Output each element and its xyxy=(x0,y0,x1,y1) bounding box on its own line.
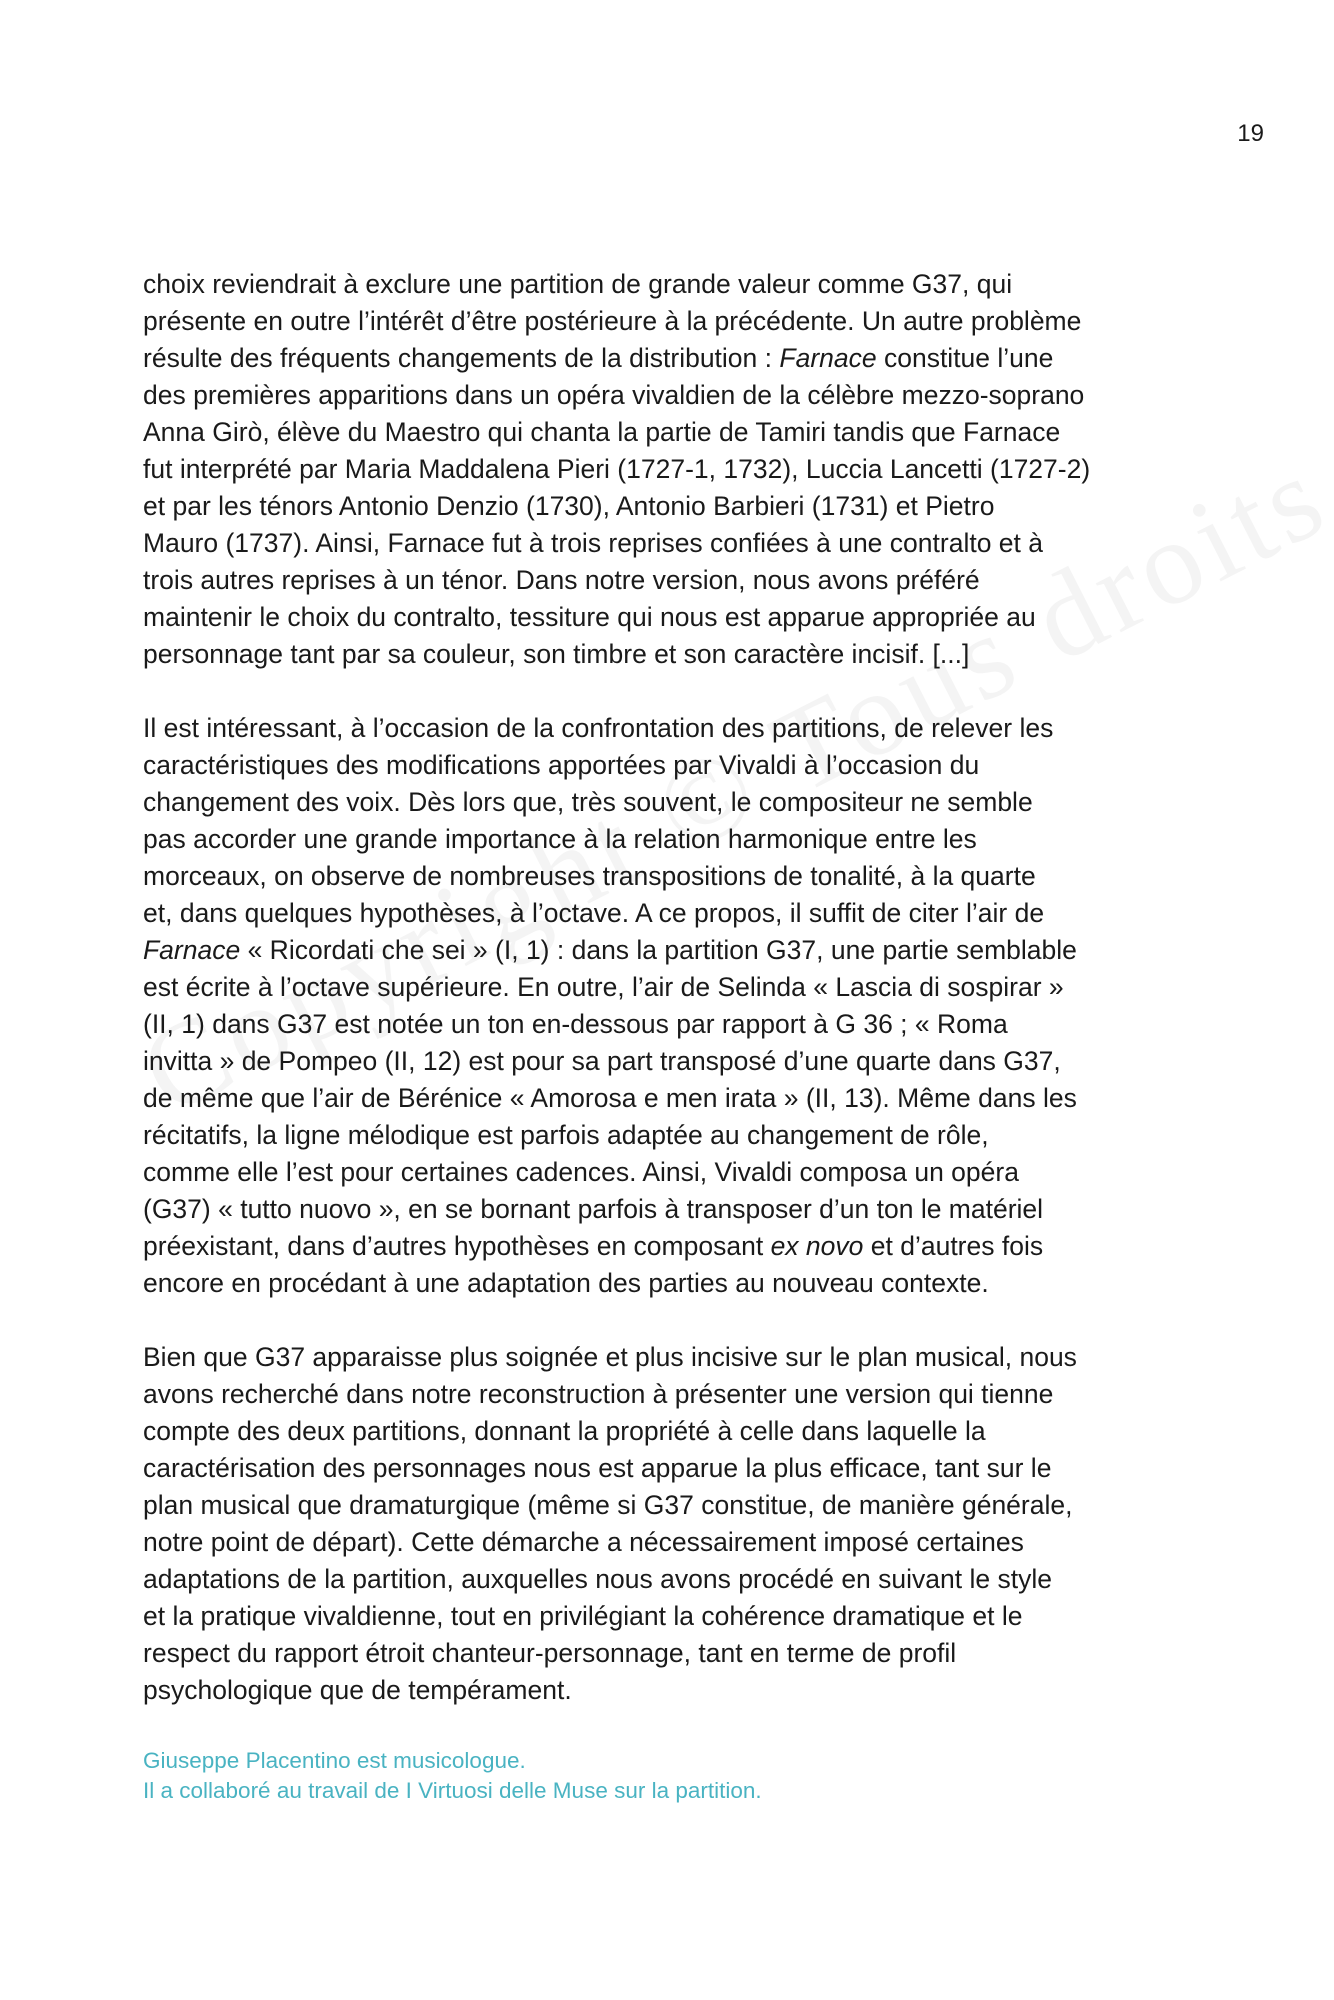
text-line xyxy=(143,451,1203,488)
text-segment: trois autres reprises à un ténor. Dans notre version, nous avons préféré xyxy=(143,565,980,595)
text-segment: constitue l’une xyxy=(876,343,1054,373)
text-segment: de même que l’air de Bérénice « Amorosa e men irata » (II, 13). Même dans les xyxy=(143,1083,1077,1113)
text-line xyxy=(143,1672,1203,1709)
text-segment: personnage tant par sa couleur, son timbre et son caractère incisif. [...] xyxy=(143,639,970,669)
text-segment: compte des deux partitions, donnant la propriété à celle dans laquelle la xyxy=(143,1416,986,1446)
text-segment: adaptations de la partition, auxquelles nous avons procédé en suivant le style xyxy=(143,1564,1052,1594)
text-line xyxy=(143,784,1203,821)
text-line xyxy=(143,1598,1203,1635)
text-segment: des premières apparitions dans un opéra vivaldien de la célèbre mezzo-soprano xyxy=(143,380,1085,410)
text-segment: morceaux, on observe de nombreuses transpositions de tonalité, à la quarte xyxy=(143,861,1036,891)
text-segment: et d’autres fois xyxy=(863,1231,1044,1261)
text-line xyxy=(143,414,1203,451)
text-line xyxy=(143,747,1203,784)
text-line xyxy=(143,858,1203,895)
text-line xyxy=(143,377,1203,414)
article-body xyxy=(143,266,1203,1806)
text-segment: Bien que G37 apparaisse plus soignée et plus incisive sur le plan musical, nous xyxy=(143,1342,1077,1372)
text-segment: et par les ténors Antonio Denzio (1730), Antonio Barbieri (1731) et Pietro xyxy=(143,491,995,521)
text-line xyxy=(143,895,1203,932)
text-segment: encore en procédant à une adaptation des parties au nouveau contexte. xyxy=(143,1268,989,1298)
text-line xyxy=(143,710,1203,747)
text-segment: « Ricordati che sei » (I, 1) : dans la partition G37, une partie semblable xyxy=(240,935,1077,965)
text-line xyxy=(143,1561,1203,1598)
text-segment: (II, 1) dans G37 est notée un ton en-dessous par rapport à G 36 ; « Roma xyxy=(143,1009,1008,1039)
text-line xyxy=(143,340,1203,377)
text-segment: Il est intéressant, à l’occasion de la confrontation des partitions, de relever les xyxy=(143,713,1054,743)
text-segment: psychologique que de tempérament. xyxy=(143,1675,572,1705)
text-line xyxy=(143,1413,1203,1450)
text-segment: caractérisation des personnages nous est apparue la plus efficace, tant sur le xyxy=(143,1453,1052,1483)
text-segment: comme elle l’est pour certaines cadences. Ainsi, Vivaldi composa un opéra xyxy=(143,1157,1019,1187)
text-line xyxy=(143,599,1203,636)
text-segment: résulte des fréquents changements de la distribution : xyxy=(143,343,780,373)
text-segment: (G37) « tutto nuovo », en se bornant parfois à transposer d’un ton le matériel xyxy=(143,1194,1044,1224)
text-line xyxy=(143,266,1203,303)
text-line xyxy=(143,1376,1203,1413)
text-segment: est écrite à l’octave supérieure. En outre, l’air de Selinda « Lascia di sospirar » xyxy=(143,972,1064,1002)
text-segment: fut interprété par Maria Maddalena Pieri (1727-1, 1732), Luccia Lancetti (1727-2) xyxy=(143,454,1091,484)
text-segment: respect du rapport étroit chanteur-personnage, tant en terme de profil xyxy=(143,1638,957,1668)
page-number: 19 xyxy=(1237,120,1264,147)
text-segment: et la pratique vivaldienne, tout en privilégiant la cohérence dramatique et le xyxy=(143,1601,1023,1631)
text-segment: notre point de départ). Cette démarche a nécessairement imposé certaines xyxy=(143,1527,1024,1557)
text-line xyxy=(143,932,1203,969)
text-segment: avons recherché dans notre reconstruction à présenter une version qui tienne xyxy=(143,1379,1054,1409)
text-segment: Anna Girò, élève du Maestro qui chanta la partie de Tamiri tandis que Farnace xyxy=(143,417,1061,447)
italic-title: Farnace xyxy=(143,935,241,965)
paragraph-list xyxy=(143,266,1203,1709)
credit-line-1: Giuseppe Placentino est musicologue. xyxy=(143,1748,526,1773)
text-segment: présente en outre l’intérêt d’être postérieure à la précédente. Un autre problème xyxy=(143,306,1082,336)
text-segment: changement des voix. Dès lors que, très souvent, le compositeur ne semble xyxy=(143,787,1033,817)
text-segment: choix reviendrait à exclure une partition de grande valeur comme G37, qui xyxy=(143,269,1013,299)
text-segment: préexistant, dans d’autres hypothèses en composant xyxy=(143,1231,771,1261)
text-line xyxy=(143,1080,1203,1117)
text-segment: pas accorder une grande importance à la relation harmonique entre les xyxy=(143,824,977,854)
author-credits xyxy=(143,1746,1203,1806)
text-line xyxy=(143,1635,1203,1672)
italic-title: ex novo xyxy=(770,1231,864,1261)
text-line xyxy=(143,1228,1203,1265)
text-segment: Mauro (1737). Ainsi, Farnace fut à trois reprises confiées à une contralto et à xyxy=(143,528,1043,558)
text-segment: maintenir le choix du contralto, tessiture qui nous est apparue appropriée au xyxy=(143,602,1036,632)
text-line xyxy=(143,1265,1203,1302)
paragraph xyxy=(143,1339,1203,1709)
text-segment: récitatifs, la ligne mélodique est parfois adaptée au changement de rôle, xyxy=(143,1120,989,1150)
paragraph xyxy=(143,266,1203,673)
text-line xyxy=(143,1191,1203,1228)
text-line xyxy=(143,1450,1203,1487)
text-segment: invitta » de Pompeo (II, 12) est pour sa part transposé d’une quarte dans G37, xyxy=(143,1046,1061,1076)
text-line xyxy=(143,525,1203,562)
text-line xyxy=(143,1487,1203,1524)
text-line xyxy=(143,1006,1203,1043)
text-line xyxy=(143,1043,1203,1080)
text-line xyxy=(143,636,1203,673)
text-line xyxy=(143,821,1203,858)
text-line xyxy=(143,1154,1203,1191)
text-line xyxy=(143,488,1203,525)
text-line xyxy=(143,1524,1203,1561)
text-segment: plan musical que dramaturgique (même si G37 constitue, de manière générale, xyxy=(143,1490,1073,1520)
text-segment: et, dans quelques hypothèses, à l’octave. A ce propos, il suffit de citer l’air de xyxy=(143,898,1045,928)
credit-line-2: Il a collaboré au travail de I Virtuosi delle Muse sur la partition. xyxy=(143,1778,762,1803)
text-segment: caractéristiques des modifications apportées par Vivaldi à l’occasion du xyxy=(143,750,980,780)
text-line xyxy=(143,1339,1203,1376)
italic-title: Farnace xyxy=(779,343,877,373)
text-line xyxy=(143,562,1203,599)
text-line xyxy=(143,303,1203,340)
text-line xyxy=(143,1117,1203,1154)
text-line xyxy=(143,969,1203,1006)
paragraph xyxy=(143,710,1203,1302)
